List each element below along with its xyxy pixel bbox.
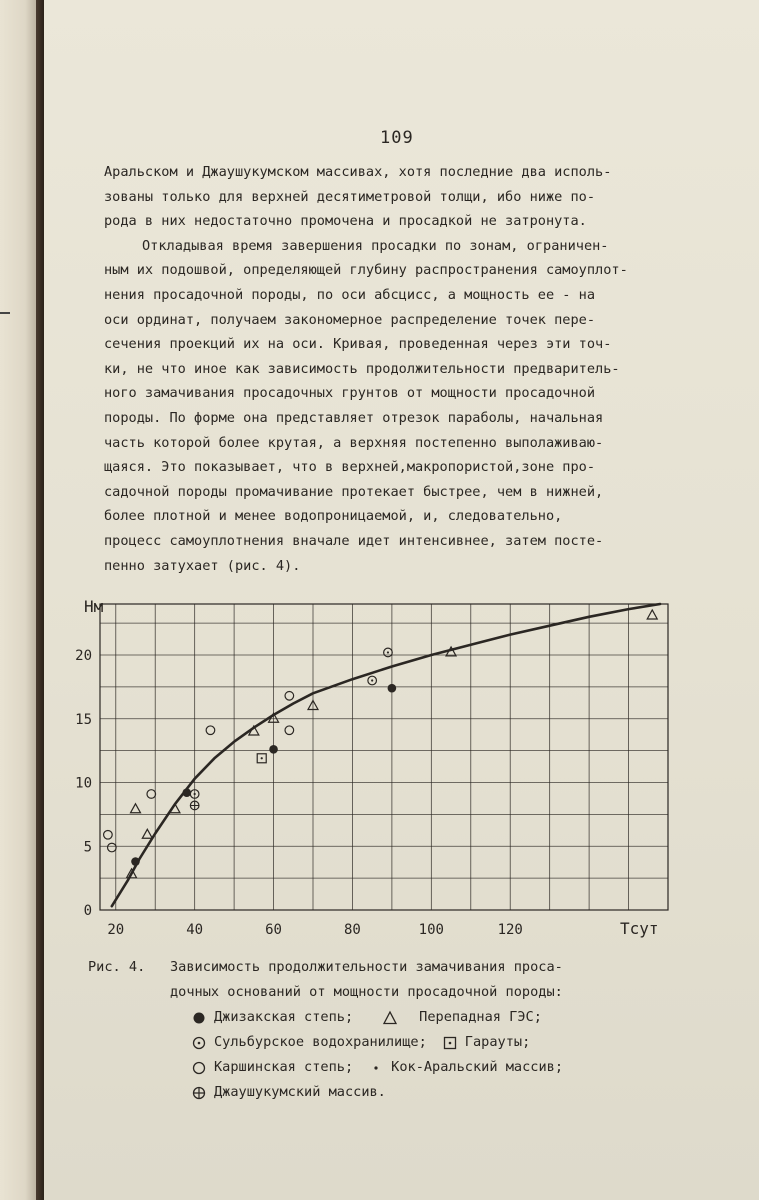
figure-legend bbox=[190, 1005, 563, 1105]
legend-jaushukum: Джаушукумский массив. bbox=[214, 1084, 386, 1100]
data-point-dot-square bbox=[257, 754, 266, 763]
book-page bbox=[44, 0, 759, 1200]
legend-karshi: Каршинская степь; bbox=[214, 1059, 354, 1075]
chart bbox=[44, 0, 759, 960]
circle-marker-icon bbox=[190, 1060, 208, 1076]
text-line: пенно затухает (рис. 4). bbox=[104, 557, 301, 574]
data-point-dot-circle bbox=[368, 676, 377, 685]
cross-circle-marker-icon bbox=[190, 1085, 208, 1101]
legend-perepad: Перепадная ГЭС; bbox=[419, 1009, 542, 1025]
data-point-filled-circle bbox=[388, 684, 397, 693]
chart-axes bbox=[75, 604, 668, 938]
triangle-marker-icon bbox=[381, 1010, 399, 1026]
book-gutter bbox=[36, 0, 44, 1200]
text-line: часть которой более крутая, а верхняя постепенно выполаживаю- bbox=[104, 434, 604, 451]
data-point-circle bbox=[206, 726, 215, 735]
x-tick-label: 100 bbox=[418, 922, 444, 938]
text-line: ного замачивания просадочных грунтов от мощности просадочной bbox=[104, 385, 596, 402]
text-line: Аральском и Джаушукумском массивах, хотя последние два исполь- bbox=[104, 164, 612, 180]
x-tick-label: 120 bbox=[497, 922, 523, 938]
text-line: Откладывая время завершения просадки по зонам, ограничен- bbox=[142, 237, 609, 254]
legend-sulbur: Сульбурское водохранилище; bbox=[214, 1034, 427, 1050]
x-axis-label: Тсут bbox=[620, 919, 659, 938]
filled-circle-marker-icon bbox=[190, 1010, 208, 1026]
text-line: сечения проекций их на оси. Кривая, проведенная через эти точ- bbox=[104, 336, 612, 353]
text-line: садочной породы промачивание протекает быстрее, чем в нижней, bbox=[104, 483, 604, 500]
facing-page-edge bbox=[0, 0, 36, 1200]
y-axis-label: Нм bbox=[84, 597, 104, 616]
data-points bbox=[104, 610, 658, 878]
text-line: ки, не что иное как зависимость продолжительности предваритель- bbox=[104, 360, 620, 377]
x-tick-label: 60 bbox=[265, 922, 282, 938]
text-line: зованы только для верхней десятиметровой толщи, ибо ниже по- bbox=[104, 188, 596, 205]
x-tick-label: 80 bbox=[344, 922, 361, 938]
dot-square-marker-icon bbox=[441, 1035, 459, 1051]
text-line: более плотной и менее водопроницаемой, и, следовательно, bbox=[104, 508, 563, 525]
data-point-triangle bbox=[142, 829, 152, 838]
data-point-triangle bbox=[131, 804, 141, 813]
y-tick-label: 15 bbox=[75, 711, 92, 728]
caption-line: Зависимость продолжительности замачивания проса- bbox=[170, 959, 563, 975]
legend-garauty: Гарауты; bbox=[464, 1034, 531, 1050]
text-line: ным их подошвой, определяющей глубину распространения самоуплот- bbox=[104, 262, 628, 279]
caption-line: дочных оснований от мощности просадочной породы: bbox=[170, 984, 563, 1000]
text-line: процесс самоуплотнения вначале идет интенсивнее, затем посте- bbox=[104, 532, 604, 549]
text-line: щаяся. Это показывает, что в верхней,макропористой,зоне про- bbox=[104, 459, 596, 476]
data-point-circle bbox=[285, 726, 294, 735]
data-point-cross-circle bbox=[190, 801, 199, 810]
figure-caption bbox=[88, 955, 748, 1005]
legend-kokaral: Кок-Аральский массив; bbox=[391, 1059, 564, 1075]
page-number: 109 bbox=[380, 128, 414, 148]
x-tick-label: 40 bbox=[186, 922, 204, 938]
legend-jizak: Джизакская степь; bbox=[214, 1009, 354, 1025]
data-point-triangle bbox=[647, 610, 657, 619]
small-dot-marker-icon bbox=[367, 1060, 385, 1076]
data-point-circle bbox=[285, 692, 294, 701]
facing-page-mark bbox=[0, 312, 10, 314]
data-point-filled-circle bbox=[182, 788, 191, 797]
data-point-circle bbox=[108, 843, 117, 852]
data-point-circle bbox=[147, 790, 156, 799]
y-tick-label: 20 bbox=[75, 648, 92, 664]
data-point-dot-circle bbox=[384, 648, 393, 657]
data-point-circle bbox=[104, 830, 113, 839]
y-tick-label: 0 bbox=[83, 903, 92, 919]
text-line: породы. По форме она представляет отрезок параболы, начальная bbox=[104, 409, 604, 426]
text-line: оси ординат, получаем закономерное распределение точек пере- bbox=[104, 311, 596, 328]
dot-circle-marker-icon bbox=[190, 1035, 208, 1051]
y-tick-label: 5 bbox=[83, 839, 92, 856]
x-tick-label: 20 bbox=[107, 922, 125, 938]
data-point-filled-circle bbox=[269, 745, 278, 754]
data-point-filled-circle bbox=[131, 857, 140, 866]
y-tick-label: 10 bbox=[75, 775, 92, 792]
figure-label: Рис. 4. bbox=[88, 959, 146, 975]
text-line: нения просадочной породы, по оси абсцисс, а мощность ее - на bbox=[104, 286, 596, 303]
text-line: рода в них недостаточно промочена и просадкой не затронута. bbox=[104, 213, 587, 230]
